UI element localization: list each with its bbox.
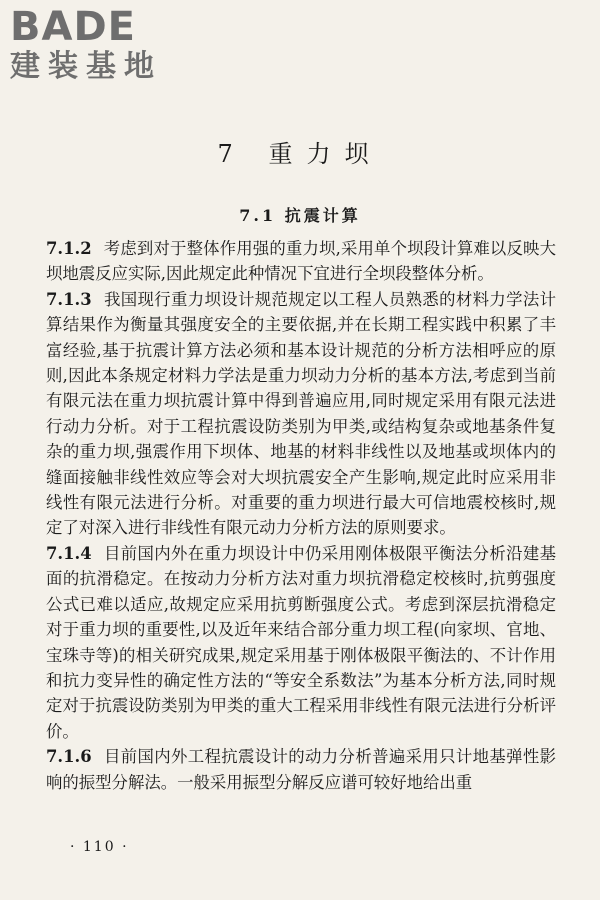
clause-7-1-4 [46, 541, 556, 744]
clause-number: 7.1.3 [46, 289, 92, 309]
clause-text: 考虑到对于整体作用强的重力坝,采用单个坝段计算难以反映大坝地震反应实际,因此规定此种情况下宜进行全坝段整体分析。 [46, 239, 556, 284]
clause-number: 7.1.6 [46, 747, 92, 767]
clause-text: 目前国内外在重力坝设计中仍采用刚体极限平衡法分析沿建基面的抗滑稳定。在按动力分析方法对重力坝抗滑稳定校核时,抗剪强度公式已难以适应,故规定应采用抗剪断强度公式。考虑到深层抗滑稳定对于重力坝的重要性,以及近年来结合部分重力坝工程(向家坝、官地、宝珠寺等)的相关研究成果,规定采用基于刚体极限平衡法的、不计作用和抗力变异性的确定性方法的“等安全系数法”为基本分析方法,同时规定对于抗震设防类别为甲类的重大工程采用非线性有限元法进行分析评价。 [46, 543, 556, 741]
clause-7-1-6 [46, 744, 556, 795]
logo-text-cn: 建装基地 [10, 49, 162, 84]
section-title: 7.1 抗震计算 [239, 206, 361, 225]
clause-text: 我国现行重力坝设计规范规定以工程人员熟悉的材料力学法计算结果作为衡量其强度安全的主要依据,并在长期工程实践中积累了丰富经验,基于抗震计算方法必须和基本设计规范的分析方法相呼应的原则,因此本条规定材料力学法是重力坝动力分析的基本方法,考虑到当前有限元法在重力坝抗震计算中得到普遍应用,同时规定采用有限元法进行动力分析。对于工程抗震设防类别为甲类,或结构复杂或地基条件复杂的重力坝,强震作用下坝体、地基的材料非线性以及地基或坝体内的缝面接触非线性效应等会对大坝抗震安全产生影响,规定此时应采用非线性有限元法进行分析。对重要的重力坝进行最大可信地震校核时,规定了对深入进行非线性有限元动力分析方法的原则要求。 [46, 289, 556, 538]
body-text [46, 236, 556, 795]
clause-number: 7.1.2 [46, 239, 92, 258]
clause-7-1-2 [46, 236, 556, 287]
page-number: · 110 · [70, 839, 129, 855]
chapter-title: 7 重力坝 [217, 140, 383, 168]
clause-text: 目前国内外工程抗震设计的动力分析普遍采用只计地基弹性影响的振型分解法。一般采用振型分解反应谱可较好地给出重 [46, 747, 556, 792]
clause-number: 7.1.4 [46, 543, 92, 563]
bade-logo [10, 6, 172, 84]
logo-text-en: BADE [10, 4, 136, 50]
clause-7-1-3 [46, 287, 556, 541]
